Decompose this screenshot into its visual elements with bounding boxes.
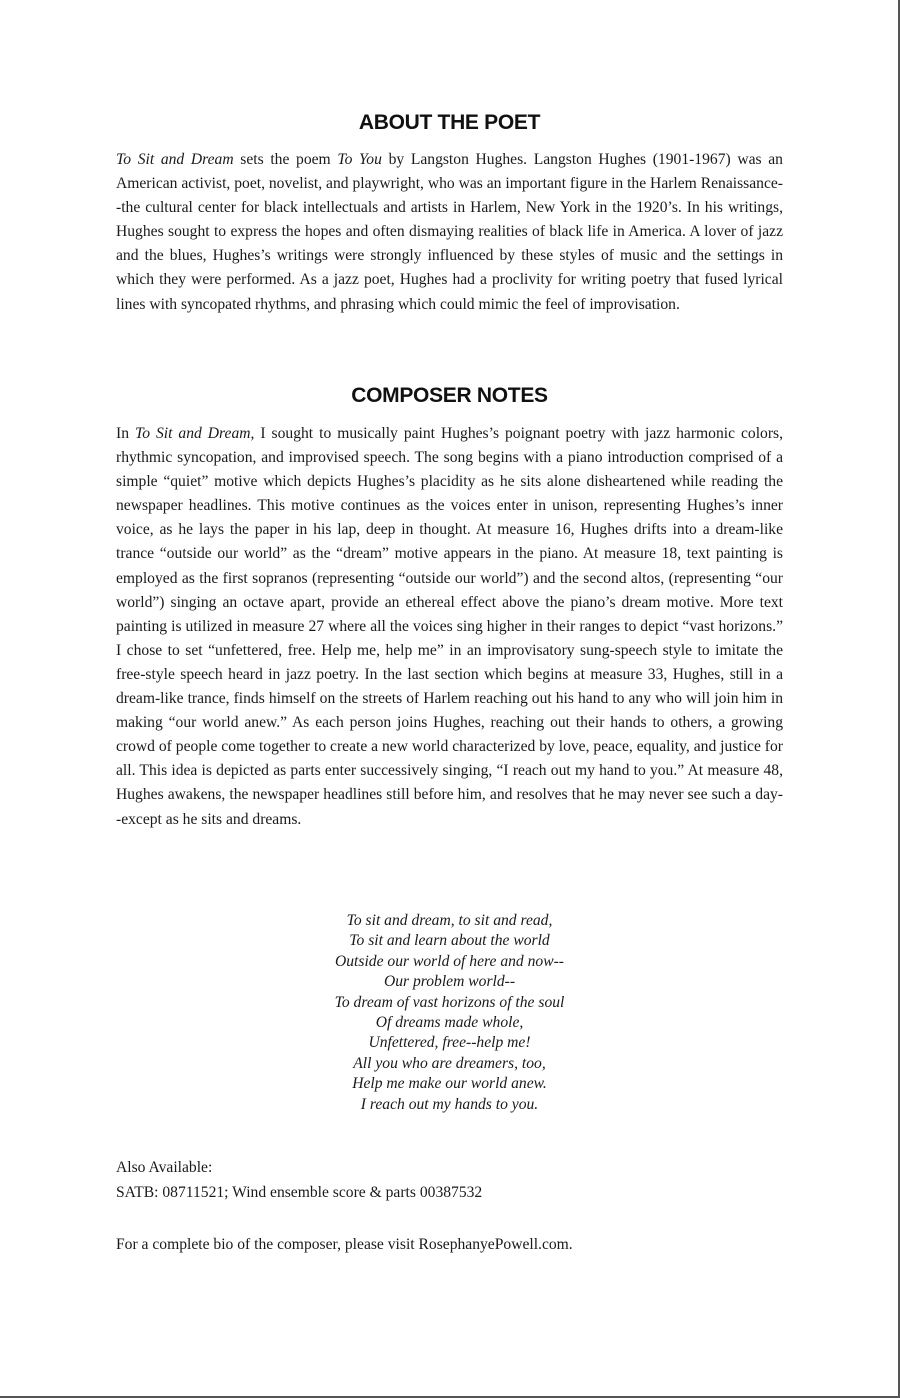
poem-line: To sit and dream, to sit and read,: [346, 912, 553, 929]
song-title: To Sit and Dream: [134, 425, 251, 442]
poem-text: [116, 911, 783, 1115]
composer-notes-heading: COMPOSER NOTES: [351, 384, 548, 407]
poem-line: Of dreams made whole,: [375, 1014, 524, 1032]
poem-title: To You: [337, 151, 382, 168]
composer-notes-text-1: In: [116, 425, 135, 442]
poem-line: Outside our world of here and now--: [335, 952, 564, 970]
also-available-detail: SATB: 08711521; Wind ensemble score & parts 00387532: [116, 1183, 483, 1201]
poem-line: To dream of vast horizons of the soul: [334, 993, 565, 1011]
poem-line: All you who are dreamers, too,: [353, 1054, 546, 1072]
composer-notes-paragraph: [116, 422, 783, 832]
poem-line: I reach out my hands to you.: [360, 1095, 539, 1113]
also-available: [116, 1156, 783, 1205]
about-poet-paragraph: [116, 148, 783, 317]
about-poet-text-2: by Langston Hughes. Langston Hughes (1901-1967) was an American activist, poet, novelist, and playwright, who was an important figure in the Harlem Renaissance--the cultural center for black intellectuals and artists in Harlem, New York in the 1920’s. In his writings, Hughes sought to express the hopes and often dismaying realities of black life in America. A lover of jazz and the blues, Hughes’s writings were strongly influenced by these styles of music and the settings in which they were performed. As a jazz poet, Hughes had a proclivity for writing poetry that fused lyrical lines with syncopated rhythms, and phrasing which could mimic the feel of improvisation.: [116, 151, 783, 313]
composer-bio-note: For a complete bio of the composer, please visit RosephanyePowell.com.: [116, 1236, 573, 1253]
poem-line: Our problem world--: [383, 973, 516, 991]
song-title: To Sit and Dream: [116, 151, 234, 168]
about-poet-heading: ABOUT THE POET: [358, 111, 541, 134]
poem-line: To sit and learn about the world: [349, 932, 550, 950]
poem-line: Unfettered, free--help me!: [368, 1034, 531, 1052]
composer-notes-text-2: , I sought to musically paint Hughes’s poignant poetry with jazz harmonic colors, rhythmic syncopation, and improvised speech. The song begins with a piano introduction comprised of a simple “quiet” motive which depicts Hughes’s placidity as he sits alone disheartened while reading the newspaper headlines. This motive continues as the voices enter in unison, representing Hughes’s inner voice, as he lays the paper in his lap, deep in thought. At measure 16, Hughes drifts into a dream-like trance “outside our world” as the “dream” motive appears in the piano. At measure 18, text painting is employed as the first sopranos (representing “outside our world”) and the second altos, (representing “our world”) singing an octave apart, provide an ethereal effect above the piano’s dream motive. More text painting is utilized in measure 27 where all the voices sing higher in their ranges to depict “vast horizons.” I chose to set “unfettered, free. Help me, help me” in an improvisatory sung-speech style to imitate the free-style speech heard in jazz poetry. In the last section which begins at measure 33, Hughes, still in a dream-like trance, finds himself on the streets of Harlem reaching out his hand to any who will join him in making “our world anew.” As each person joins Hughes, reaching out their hands to others, a growing crowd of people come together to create a new world characterized by love, peace, equality, and justice for all. This idea is depicted as parts enter successively singing, “I reach out my hand to you.” At measure 48, Hughes awakens, the newspaper headlines still before him, and resolves that he may never see such a day--except as he sits and dreams.: [116, 425, 783, 828]
also-available-label: Also Available:: [116, 1159, 213, 1176]
about-poet-text-1: sets the poem: [233, 151, 338, 168]
poem-line: Help me make our world anew.: [352, 1075, 547, 1093]
